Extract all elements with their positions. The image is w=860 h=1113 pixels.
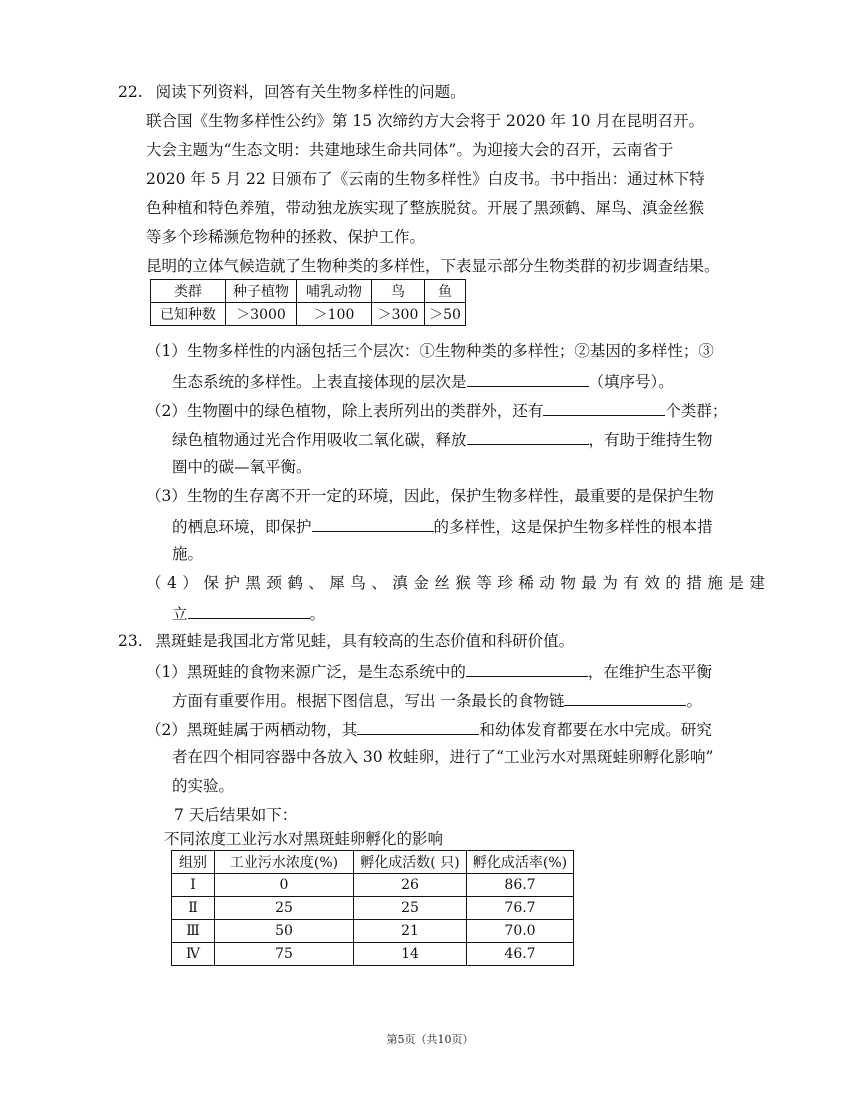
sub-question-2-line3: 圈中的碳—氧平衡。: [172, 458, 312, 476]
answer-blank[interactable]: [188, 602, 310, 619]
table-cell: 25: [354, 897, 467, 920]
text: （2）黑斑蛙属于两栖动物，其: [146, 721, 358, 739]
table-header-cell: 鸟: [372, 280, 425, 303]
sub-question-2: [146, 718, 712, 740]
table-cell: 25: [215, 897, 354, 920]
table-row: [172, 897, 574, 920]
sub-question-1: （1）生物多样性的内涵包括三个层次：①生物种类的多样性；②基因的多样性；③: [146, 342, 714, 360]
text: 。: [686, 692, 702, 710]
sub-question-2-line3: 的实验。: [172, 777, 235, 795]
answer-blank[interactable]: [467, 370, 589, 387]
answer-blank[interactable]: [357, 718, 479, 735]
sub-question-4-line2: [172, 602, 325, 624]
question-number: 23.: [118, 632, 143, 650]
text: ，在维护生态平衡: [587, 663, 712, 681]
result-intro: 7 天后结果如下：: [174, 806, 298, 824]
sub-question-1: [146, 660, 712, 682]
table-header-row: [172, 851, 574, 874]
passage-line: 2020 年 5 月 22 日颁布了《云南的生物多样性》白皮书。书中指出：通过林下特: [146, 170, 705, 188]
answer-blank[interactable]: [467, 428, 589, 445]
question-intro: 阅读下列资料，回答有关生物多样性的问题。: [155, 83, 466, 101]
answer-blank[interactable]: [543, 399, 665, 416]
table-cell: 0: [215, 874, 354, 897]
hatching-table: [171, 850, 574, 966]
table-cell: Ⅲ: [172, 920, 215, 943]
table-cell: ＞300: [372, 303, 425, 326]
sub-question-1-line2: [172, 689, 702, 711]
text: 的多样性，这是保护生物多样性的根本措: [433, 518, 713, 536]
table-intro: 昆明的立体气候造就了生物种类的多样性，下表显示部分生物类群的初步调查结果。: [146, 257, 720, 275]
answer-blank[interactable]: [466, 660, 588, 677]
passage-line: 色种植和特色养殖，带动独龙族实现了整族脱贫。开展了黑颈鹤、犀鸟、滇金丝猴: [146, 199, 705, 217]
sub-question-3: （3）生物的生存离不开一定的环境，因此，保护生物多样性，最重要的是保护生物: [146, 487, 714, 505]
text: 个类群；: [665, 402, 728, 420]
text: 的栖息环境，即保护: [172, 518, 312, 536]
table-header-cell: 类群: [151, 280, 226, 303]
table-header-cell: 工业污水浓度(%): [215, 851, 354, 874]
table-row: [172, 874, 574, 897]
table-cell: 50: [215, 920, 354, 943]
text: 和幼体发育都要在水中完成。研究: [479, 721, 712, 739]
sub-question-3-line2: [172, 515, 713, 537]
answer-blank[interactable]: [564, 689, 686, 706]
table-cell: Ⅱ: [172, 897, 215, 920]
table-header-cell: 哺乳动物: [297, 280, 372, 303]
table-header-cell: 种子植物: [226, 280, 297, 303]
question-number: 22.: [118, 83, 143, 101]
text: （2）生物圈中的绿色植物，除上表所列出的类群外，还有: [146, 402, 544, 420]
table-cell: 26: [354, 874, 467, 897]
text: 。: [309, 605, 326, 623]
question-22-header: [118, 82, 466, 102]
table-cell: ＞100: [297, 303, 372, 326]
table-cell: 75: [215, 943, 354, 966]
table-row: [172, 920, 574, 943]
table-cell: 21: [354, 920, 467, 943]
table-cell: 46.7: [467, 943, 574, 966]
text: 立: [172, 605, 188, 623]
table-header-cell: 组别: [172, 851, 215, 874]
text: 绿色植物通过光合作用吸收二氧化碳，释放: [172, 431, 467, 449]
passage-line: 联合国《生物多样性公约》第 15 次缔约方大会将于 2020 年 10 月在昆明召开。: [146, 112, 704, 130]
question-intro: 黑斑蛙是我国北方常见蛙，具有较高的生态价值和科研价值。: [155, 632, 575, 650]
table-title: 不同浓度工业污水对黑斑蛙卵孵化的影响: [164, 830, 444, 848]
species-table: [150, 279, 466, 326]
table-cell: Ⅰ: [172, 874, 215, 897]
passage-line: 等多个珍稀濒危物种的拯救、保护工作。: [146, 228, 426, 246]
text: 生态系统的多样性。上表直接体现的层次是: [172, 373, 467, 391]
text: （填序号）。: [588, 373, 674, 391]
table-header-cell: 孵化成活率(%): [467, 851, 574, 874]
text: （1）黑斑蛙的食物来源广泛，是生态系统中的: [146, 663, 466, 681]
table-row: [151, 303, 466, 326]
sub-question-2-line2: 者在四个相同容器中各放入 30 枚蛙卵，进行了“工业污水对黑斑蛙卵孵化影响”: [172, 748, 714, 766]
text: 方面有重要作用。根据下图信息，写出 一条最长的食物链: [172, 692, 565, 710]
table-header-cell: 鱼: [425, 280, 466, 303]
table-header-cell: 孵化成活数( 只): [354, 851, 467, 874]
answer-blank[interactable]: [312, 515, 434, 532]
table-cell: 70.0: [467, 920, 574, 943]
table-cell: ＞3000: [226, 303, 297, 326]
sub-question-4: （4）保护黑颈鹤、犀鸟、滇金丝猴等珍稀动物最为有效的措施是建: [146, 574, 771, 592]
sub-question-2-line2: [172, 428, 713, 450]
text: ，有助于维持生物: [588, 431, 713, 449]
table-cell: ＞50: [425, 303, 466, 326]
table-cell: 86.7: [467, 874, 574, 897]
page-footer: 第5页（共10页）: [386, 1033, 474, 1046]
table-row: [172, 943, 574, 966]
sub-question-2: [146, 399, 727, 421]
table-cell: 14: [354, 943, 467, 966]
table-cell: 76.7: [467, 897, 574, 920]
table-header-row: [151, 280, 466, 303]
table-cell: 已知种数: [151, 303, 226, 326]
question-23-header: [118, 631, 574, 651]
sub-question-1-line2: [172, 370, 674, 392]
passage-line: 大会主题为“生态文明：共建地球生命共同体”。为迎接大会的召开，云南省于: [146, 141, 674, 159]
sub-question-3-line3: 施。: [172, 545, 204, 563]
table-cell: Ⅳ: [172, 943, 215, 966]
